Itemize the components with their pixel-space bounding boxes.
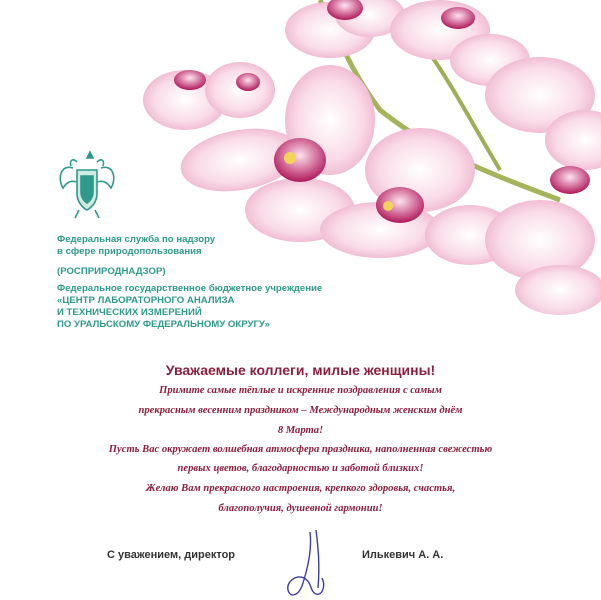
org-line-1: Федеральная служба по надзору	[57, 234, 216, 245]
org-line-2: в сфере природопользования	[57, 246, 202, 257]
greeting-line: прекрасным весенним праздником – Международным женским днём	[138, 405, 463, 416]
org-line-6: И ТЕХНИЧЕСКИХ ИЗМЕРЕНИЙ	[57, 307, 202, 318]
org-line-7: ПО УРАЛЬСКОМУ ФЕДЕРАЛЬНОМУ ОКРУГУ»	[57, 319, 270, 330]
orchid-flower	[485, 200, 601, 315]
orchid-flower	[485, 57, 601, 194]
signature-image	[282, 528, 332, 600]
greeting-line: 8 Марта!	[277, 425, 324, 436]
greeting-line: Пусть Вас окружает волшебная атмосфера праздника, наполненная свежестью	[108, 444, 493, 455]
orchid-flower	[285, 0, 405, 58]
org-line-4: Федеральное государственное бюджетное учреждение	[57, 283, 323, 294]
greeting-line: первых цветов, благодарностью и заботой близких!	[177, 463, 424, 474]
greeting-line: благополучия, душевной гармонии!	[218, 503, 383, 514]
org-line-3: (РОСПРИРОДНАДЗОР)	[57, 266, 166, 277]
double-headed-eagle-emblem-icon	[55, 150, 119, 220]
greeting-line: Желаю Вам прекрасного настроения, крепкого здоровья, счастья,	[145, 483, 456, 494]
greeting-line: Примите самые тёплые и искренние поздравления с самым	[159, 385, 442, 396]
greeting-title: Уважаемые коллеги, милые женщины!	[165, 362, 436, 378]
director-name: Илькевич А. А.	[362, 549, 444, 561]
regards-text: С уважением, директор	[107, 549, 236, 561]
org-line-5: «ЦЕНТР ЛАБОРАТОРНОГО АНАЛИЗА	[57, 295, 235, 306]
orchid-flower	[143, 62, 275, 130]
